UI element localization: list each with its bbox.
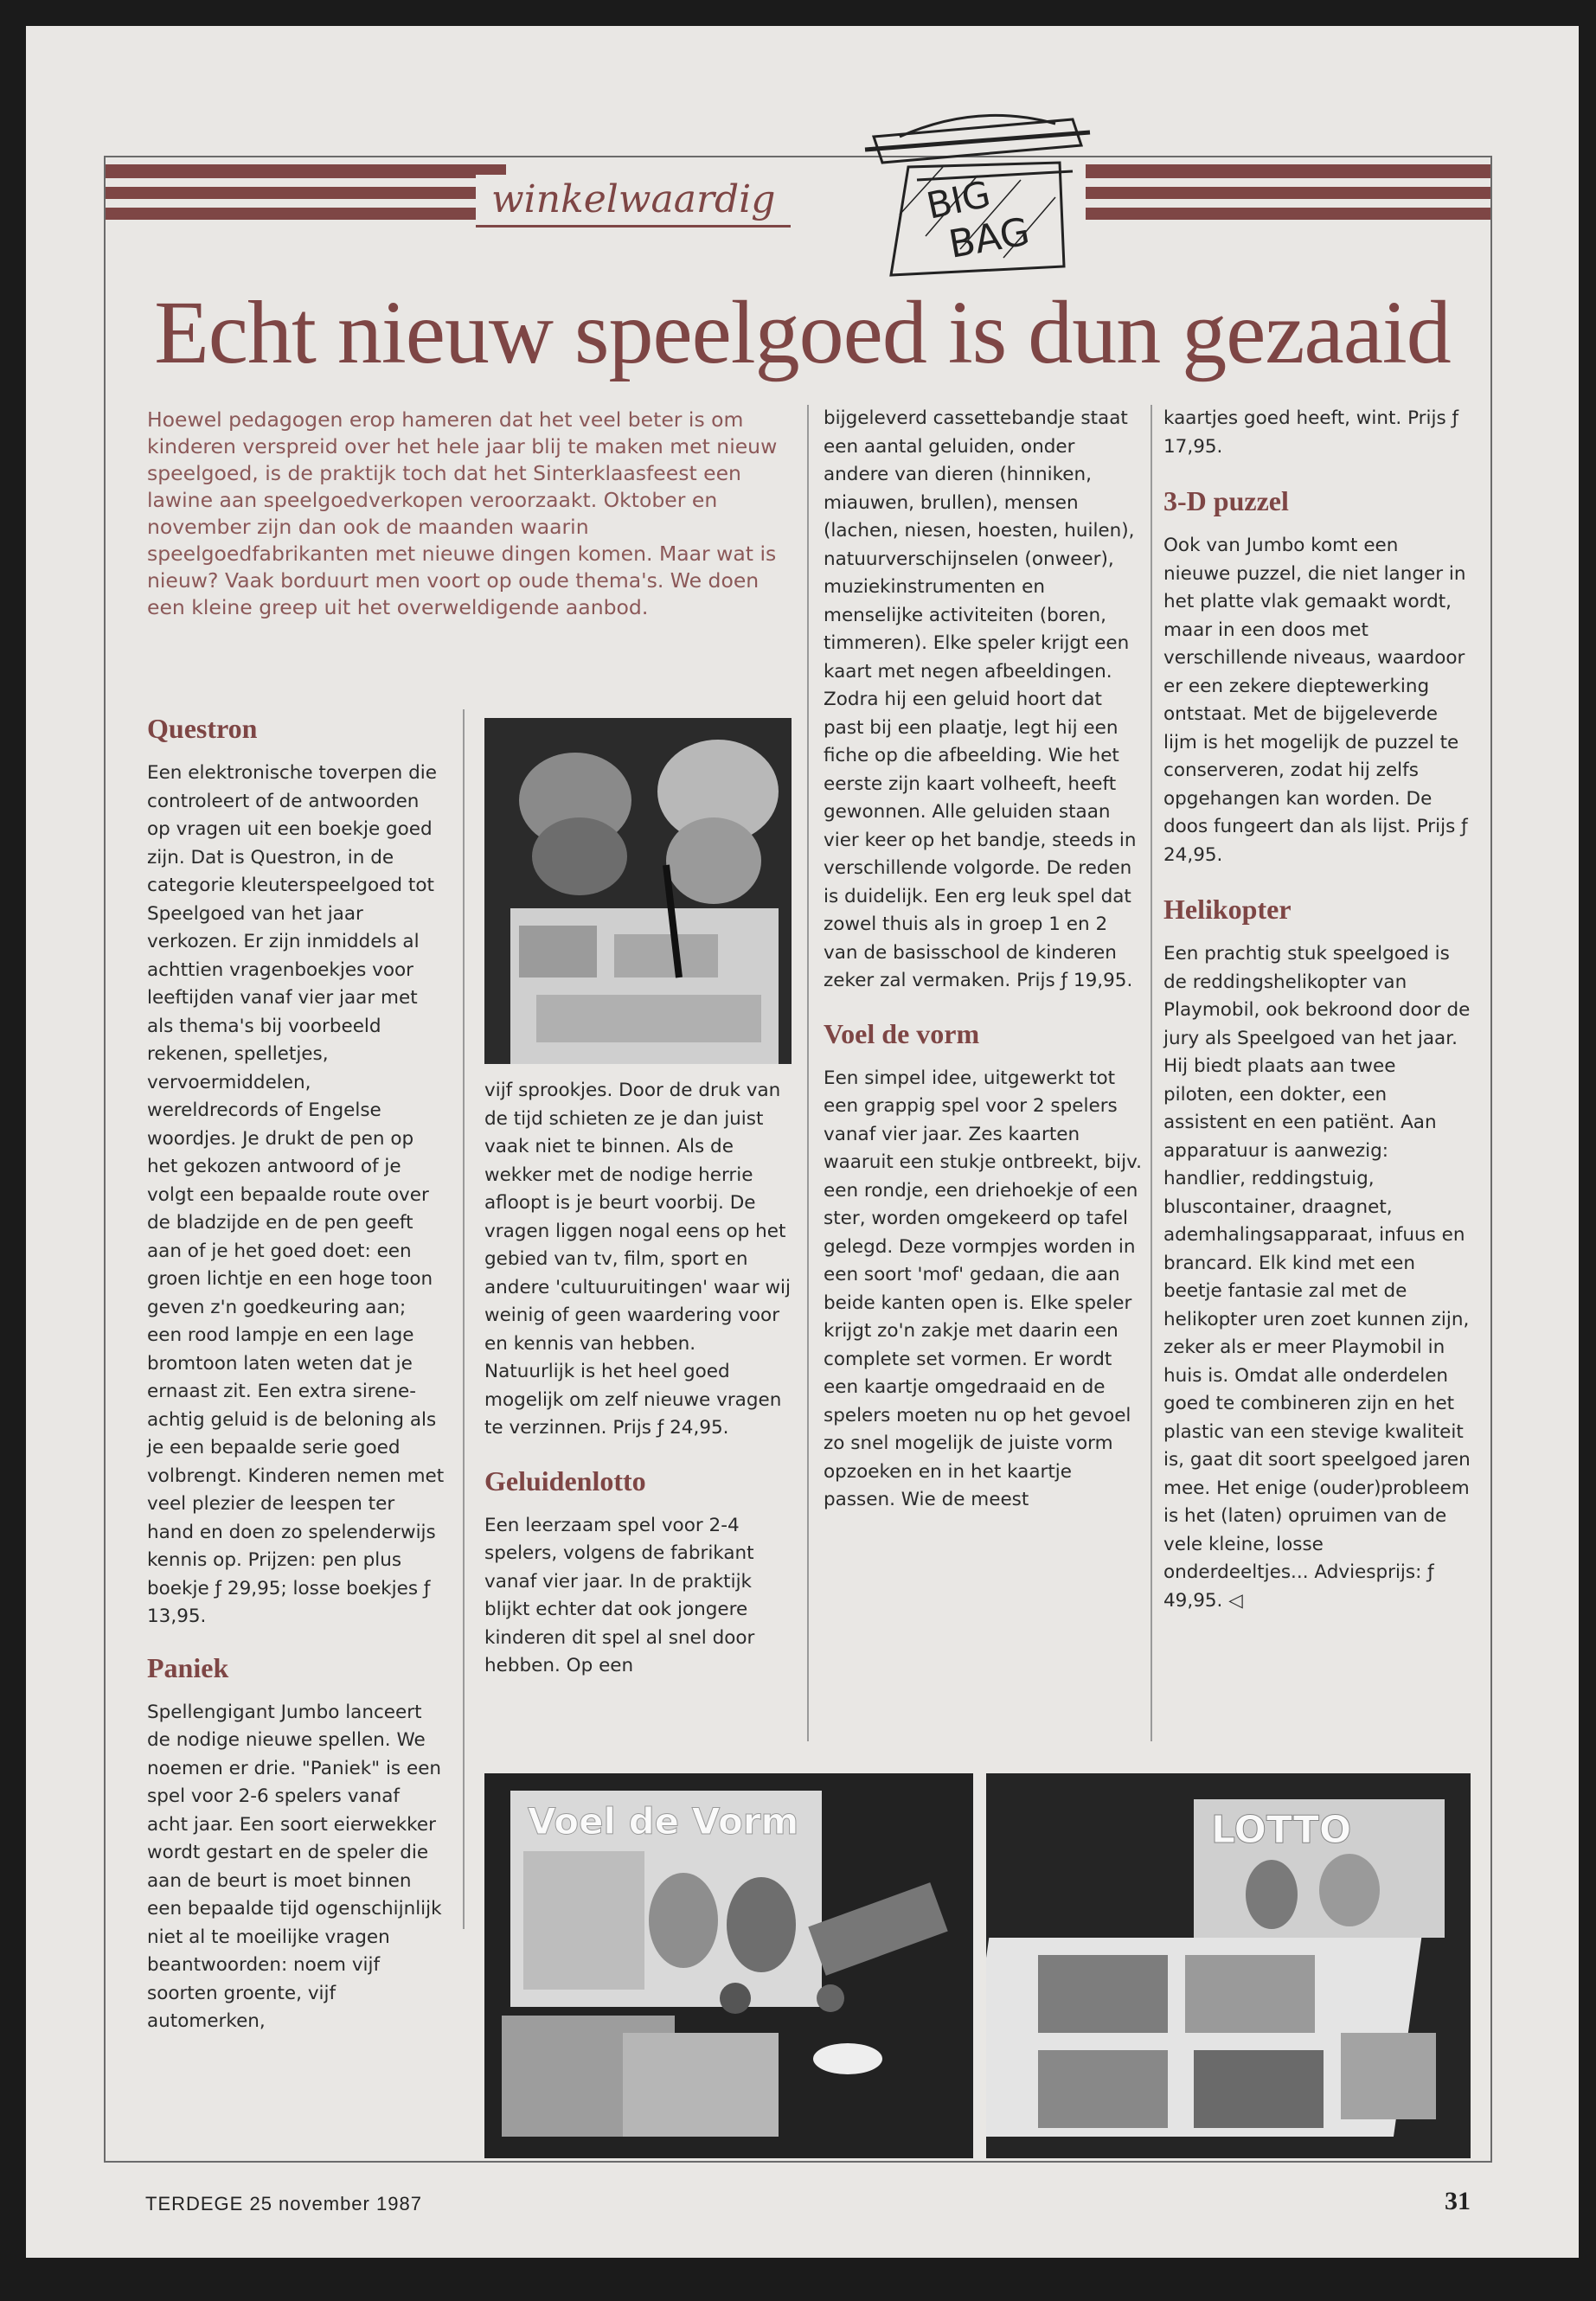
body-helikopter: Een prachtig stuk speelgoed is de reddingshelikopter van Playmobil, ook bekroond door de jury als Speelgoed van het jaar. Hij biedt plaats aan twee piloten, een dokter, een assistent en een patiënt. Aan apparatuur is aanwezig: handlier, reddingstuig, bluscontainer, draagnet, ademhalingsapparaat, infuus en brancard. Elk kind met een beetje fantasie zal met de helikopter uren zoet kunnen zijn, zeker als er meer Playmobil in huis is. Omdat alle onderdelen goed te combineren zijn en het plastic van een stevige kwaliteit is, gaat dit soort speelgoed jaren mee. Het enige (ouder)probleem is het (laten) opruimen van de vele kleine, losse onderdeeltjes... Adviesprijs: ƒ 49,95. ◁ — [1163, 943, 1471, 1612]
photo-children-questron — [484, 718, 792, 1064]
intro-paragraph: Hoewel pedagogen erop hameren dat het veel beter is om kinderen verspreid over het hele jaar blij te maken met nieuw speelgoed, is de praktijk toch dat het Sinterklaasfeest een lawine aan speelgoedverkopen veroorzaakt. Oktober en november zijn dan ook de maanden waarin speelgoedfabrikanten met nieuwe dingen komen. Maar wat is nieuw? Vaak borduurt men voort op oude thema's. We doen een kleine greep uit het overweldigende aanbod. — [147, 407, 778, 619]
column-divider-1 — [463, 709, 465, 1929]
column-3 — [824, 405, 1144, 1515]
column-divider-3 — [1151, 405, 1152, 1741]
body-paniek: Spellengigant Jumbo lanceert de nodige nieuwe spellen. We noemen er drie. "Paniek" is een spel voor 2-6 spelers vanaf acht jaar. Een soort eierwekker wordt gestart en de speler die aan de beurt is moet binnen een bepaalde tijd ogenschijnlijk niet al te moeilijke vragen beantwoorden: noem vijf soorten groente, vijf automerken, — [147, 1701, 442, 2032]
svg-text:BAG: BAG — [945, 209, 1034, 267]
section-kicker: winkelwaardig — [476, 175, 791, 228]
magazine-page — [26, 26, 1579, 2258]
column-4 — [1163, 405, 1471, 1615]
heading-voel-de-vorm: Voel de vorm — [824, 1017, 980, 1049]
footer-publication: TERDEGE 25 november 1987 — [145, 2193, 422, 2214]
headline: Echt nieuw speelgoed is dun gezaaid — [154, 283, 1451, 382]
body-voel-de-vorm-continued: kaartjes goed heeft, wint. Prijs ƒ 17,95. — [1163, 407, 1459, 458]
body-geluidenlotto: Een leerzaam spel voor 2-4 spelers, volgens de fabrikant vanaf vier jaar. In de praktijk blijkt echter dat ook jongere kinderen dit spel al snel door hebben. Op een — [484, 1514, 755, 1676]
column-1 — [147, 709, 445, 2036]
lotto-box-title: LOTTO — [1211, 1808, 1352, 1852]
body-paniek-continued: vijf sprookjes. Door de druk van de tijd schieten ze je dan juist vaak niet te binnen. Als de wekker met de nodige herrie afloopt is je beurt voorbij. De vragen liggen nogal eens op het gebied van tv, film, sport en andere 'cultuuruitingen' waar wij weinig of geen waardering voor en kennis van hebben. Natuurlijk is het heel goed mogelijk om zelf nieuwe vragen te verzinnen. Prijs ƒ 24,95. — [484, 1080, 791, 1439]
big-bag-logo — [848, 85, 1107, 310]
photo-geluidenlotto-game — [986, 1773, 1471, 2158]
column-divider-2 — [807, 405, 809, 1741]
body-questron: Een elektronische toverpen die controleert of de antwoorden op vragen uit een boekje goed zijn. Dat is Questron, in de categorie kleuterspeelgoed tot Speelgoed van het jaar verkozen. Er zijn inmiddels al achttien vragenboekjes voor leeftijden vanaf vier jaar met als thema's bij voorbeeld rekenen, spelletjes, vervoermiddelen, wereldrecords of Engelse woordjes. Je drukt de pen op het gekozen antwoord of je volgt een bepaalde route over de bladzijde en de pen geeft aan of je het goed doet: een groen lichtje en een hoge toon geven z'n goedkeuring aan; een rood lampje en een lage bromtoon laten weten dat je ernaast zit. Een extra sirene-achtig geluid is de beloning als je een bepaalde serie goed volbrengt. Kinderen nemen met veel plezier de leespen ter hand en doen zo spelenderwijs kennis op. Prijzen: pen plus boekje ƒ 29,95; losse boekjes ƒ 13,95. — [147, 762, 445, 1627]
heading-helikopter: Helikopter — [1163, 894, 1292, 925]
heading-3d-puzzel: 3-D puzzel — [1163, 485, 1289, 516]
page-number: 31 — [1445, 2187, 1471, 2215]
column-2 — [484, 1077, 792, 1681]
heading-paniek: Paniek — [147, 1651, 229, 1683]
body-voel-de-vorm: Een simpel idee, uitgewerkt tot een grappig spel voor 2 spelers vanaf vier jaar. Zes kaarten waaruit een stukje ontbreekt, bijv. een rondje, een driehoekje of een ster, worden omgekeerd op tafel gelegd. Deze vormpjes worden in een soort 'mof' gedaan, die aan beide kanten open is. Elke speler krijgt zo'n zakje met daarin een complete set vormen. Er wordt een kaartje omgedraaid en de spelers moeten nu op het gevoel zo snel mogelijk de juiste vorm opzoeken en in het kaartje passen. Wie de meest — [824, 1067, 1143, 1510]
voel-box-title: Voel de Vorm — [528, 1800, 799, 1843]
heading-questron: Questron — [147, 713, 258, 744]
heading-geluidenlotto: Geluidenlotto — [484, 1465, 646, 1497]
photo-voel-de-vorm-game — [484, 1773, 973, 2158]
body-3d-puzzel: Ook van Jumbo komt een nieuwe puzzel, die niet langer in het platte vlak gemaakt wordt, maar in een doos met verschillende niveaus, waardoor er een zekere dieptewerking ontstaat. Met de bijgeleverde lijm is het mogelijk de puzzel te conserveren, zodat hij zelfs opgehangen kan worden. De doos fungeert dan als lijst. Prijs ƒ 24,95. — [1163, 535, 1468, 866]
body-geluidenlotto-continued: bijgeleverd cassettebandje staat een aantal geluiden, onder andere van dieren (hinniken, miauwen, brullen), mensen (lachen, niesen, hoesten, huilen), natuurverschijnselen (onweer), muziekinstrumenten en menselijke activiteiten (boren, timmeren). Elke speler krijgt een kaart met negen afbeeldingen. Zodra hij een geluid hoort dat past bij een plaatje, legt hij een fiche op die afbeelding. Wie het eerste zijn kaart volheeft, heeft gewonnen. Alle geluiden staan vier keer op het bandje, steeds in verschillende volgorde. De reden is duidelijk. Een erg leuk spel dat zowel thuis als in groep 1 en 2 van de basisschool de kinderen zeker zal vermaken. Prijs ƒ 19,95. — [824, 407, 1137, 991]
svg-text:BIG: BIG — [922, 172, 995, 228]
